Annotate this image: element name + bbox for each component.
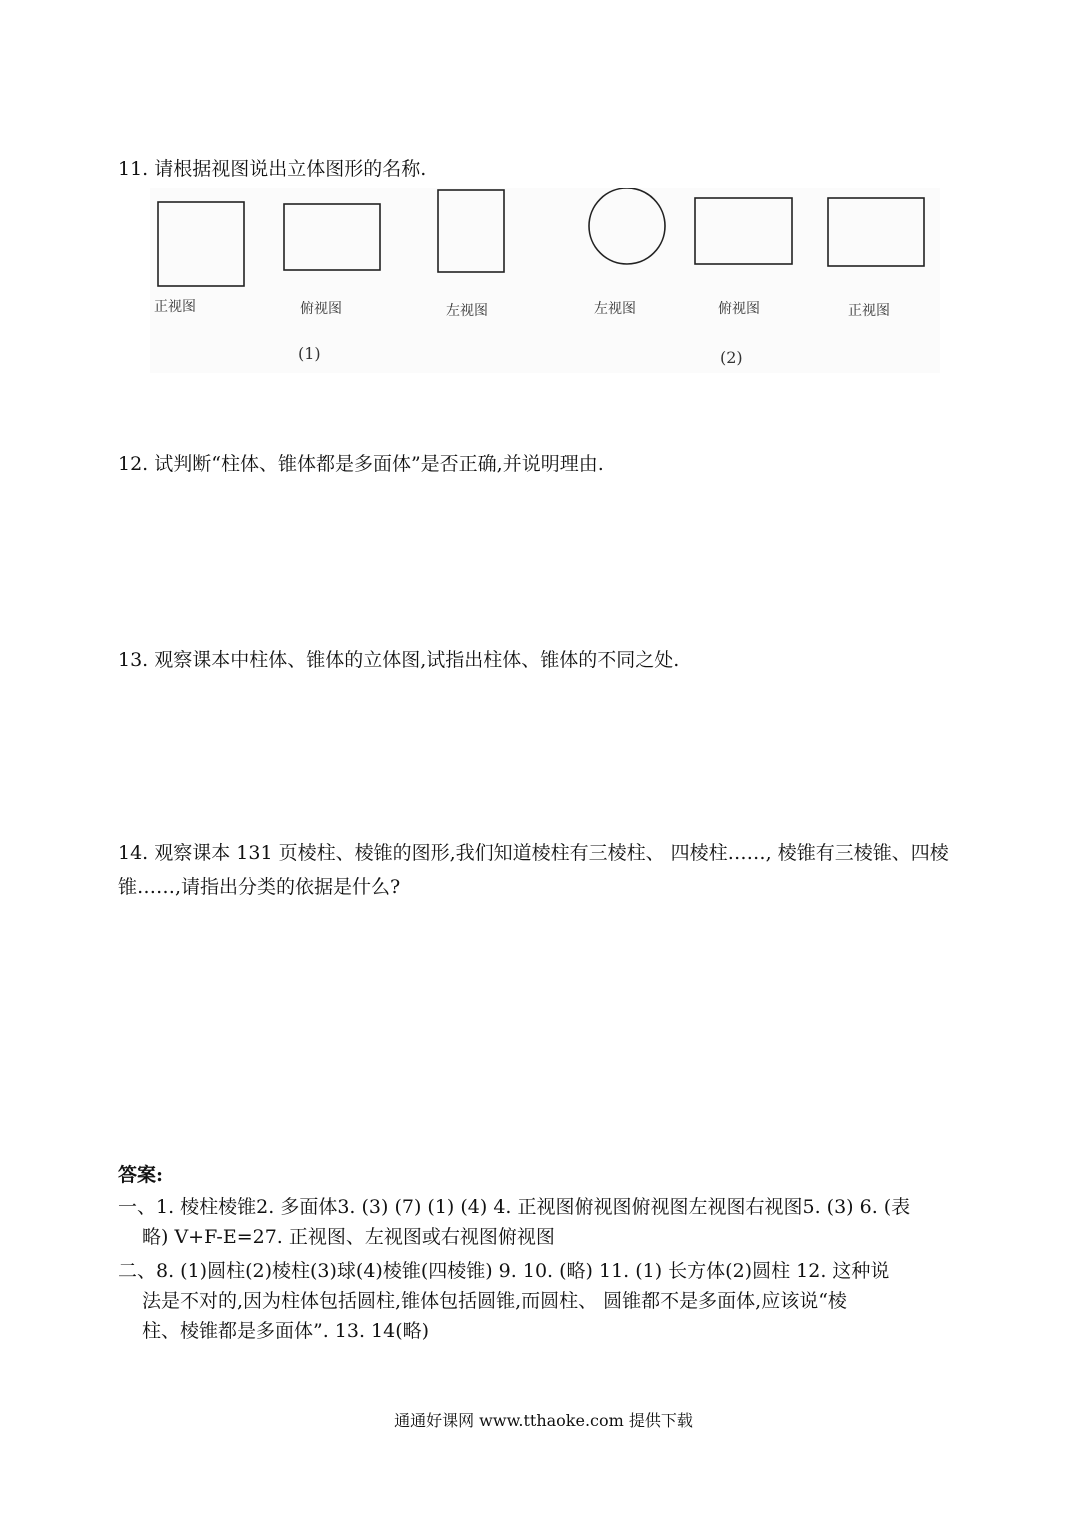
figure-group-1: (1) [298,344,321,363]
answer-line: 二、8. (1)圆柱(2)棱柱(3)球(4)棱锥(四棱锥) 9. 10. (略) 11. (1) 长方体(2)圆柱 12. 这种说 [118,1260,890,1282]
answer-line: 柱、棱锥都是多面体”. 13. 14(略) [142,1320,430,1342]
answers-part-2 [118,1256,978,1346]
figure-label-front-1: 正视图 [154,299,196,315]
question-13: 13. 观察课本中柱体、锥体的立体图,试指出柱体、锥体的不同之处. [118,649,680,671]
figure-label-left-2: 左视图 [594,301,636,317]
figure-label-top-2: 俯视图 [718,301,760,317]
figure-label-top-1: 俯视图 [300,301,342,317]
figure-drawing [150,188,940,373]
figure-label-front-2: 正视图 [848,303,890,319]
question-14: 14. 观察课本 131 页棱柱、棱锥的图形,我们知道棱柱有三棱柱、 四棱柱……, 棱锥有三棱锥、四棱锥……,请指出分类的依据是什么? [118,842,949,898]
question-11: 11. 请根据视图说出立体图形的名称. [118,158,427,180]
figure-group-2: (2) [720,348,743,367]
answer-line: 一、1. 棱柱棱锥2. 多面体3. (3) (7) (1) (4) 4. 正视图俯视图俯视图左视图右视图5. (3) 6. (表 [118,1196,911,1218]
footer-text: 通通好课网 www.tthaoke.com 提供下载 [394,1411,693,1430]
figure-label-left-1: 左视图 [446,303,488,319]
question-12: 12. 试判断“柱体、锥体都是多面体”是否正确,并说明理由. [118,453,604,475]
answer-line: 法是不对的,因为柱体包括圆柱,锥体包括圆锥,而圆柱、 圆锥都不是多面体,应该说“棱 [142,1290,847,1312]
answers-part-1 [118,1192,978,1252]
three-view-figure [150,188,940,373]
answer-line: 略) V+F-E=27. 正视图、左视图或右视图俯视图 [142,1226,555,1248]
answers-title: 答案: [118,1164,164,1186]
